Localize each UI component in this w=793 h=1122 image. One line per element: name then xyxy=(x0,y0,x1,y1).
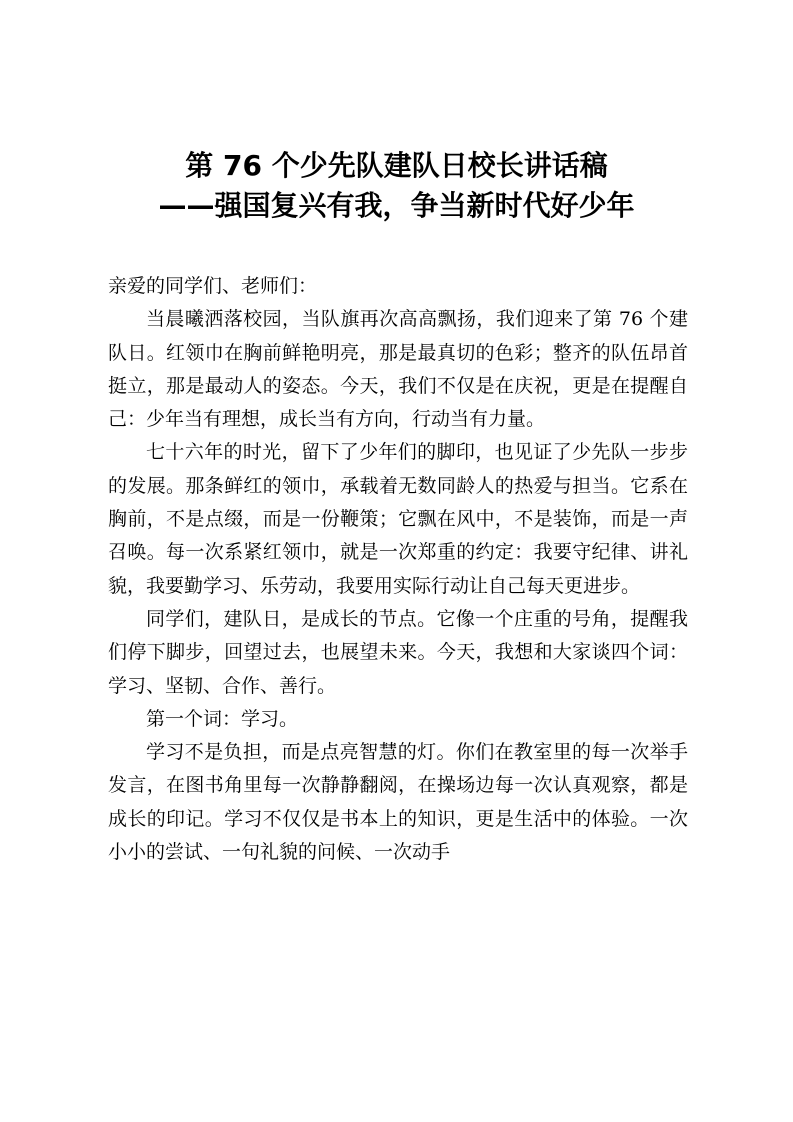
paragraph-history: 七十六年的时光，留下了少年们的脚印，也见证了少先队一步步的发展。那条鲜红的领巾，承载着无数同龄人的热爱与担当。它系在胸前，不是点缀，而是一份鞭策；它飘在风中，不是装饰，而是一声召唤。每一次系紧红领巾，就是一次郑重的约定：我要守纪律、讲礼貌，我要勤学习、乐劳动，我要用实际行动让自己每天更进步。 xyxy=(108,441,688,597)
title-line-1: 第 76 个少先队建队日校长讲话稿 xyxy=(185,149,608,182)
paragraph-four-words: 同学们，建队日，是成长的节点。它像一个庄重的号角，提醒我们停下脚步，回望过去，也展望未来。今天，我想和大家谈四个词：学习、坚韧、合作、善行。 xyxy=(108,607,688,697)
paragraph-first-word-heading: 第一个词：学习。 xyxy=(146,707,299,730)
document-title xyxy=(0,146,793,226)
paragraph-learning: 学习不是负担，而是点亮智慧的灯。你们在教室里的每一次举手发言，在图书角里每一次静静翻阅，在操场边每一次认真观察，都是成长的印记。学习不仅仅是书本上的知识，更是生活中的体验。一次小小的尝试、一句礼貌的问候、一次动手 xyxy=(108,741,688,864)
document-body xyxy=(108,270,688,869)
salutation: 亲爱的同学们、老师们： xyxy=(108,275,318,297)
paragraph-opening: 当晨曦洒落校园，当队旗再次高高飘扬，我们迎来了第 76 个建队日。红领巾在胸前鲜艳明亮，那是最真切的色彩；整齐的队伍昂首挺立，那是最动人的姿态。今天，我们不仅是在庆祝，更是在提醒自己：少年当有理想，成长当有方向，行动当有力量。 xyxy=(108,308,688,431)
title-line-2: ——强国复兴有我，争当新时代好少年 xyxy=(158,189,635,222)
